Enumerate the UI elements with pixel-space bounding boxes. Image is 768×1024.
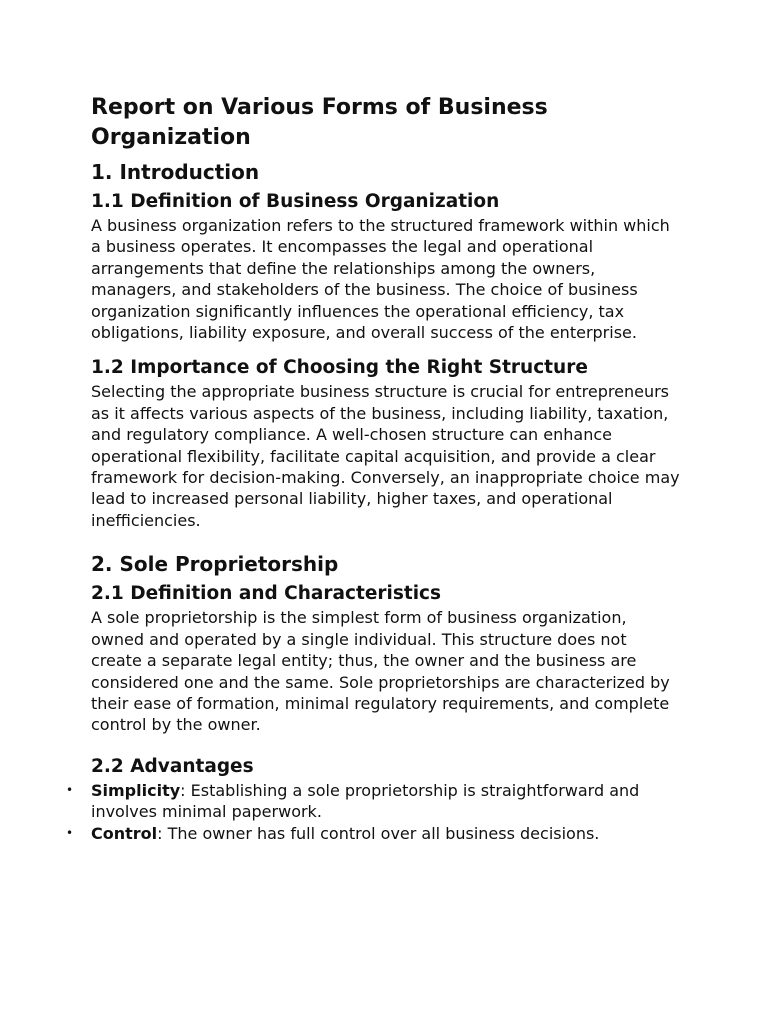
subsection-heading-characteristics: 2.1 Definition and Characteristics (91, 583, 442, 605)
paragraph-definition: A business organization refers to the structured framework within which a business operates. It encompasses the legal and operational arrangements that define the relationships among the owners, managers, and stakeholders of the business. The choice of business organization significantly influences the operational efficiency, tax obligations, liability exposure, and overall success of the enterprise. (91, 216, 670, 343)
bullet-icon: • (66, 825, 74, 840)
advantages-list (66, 780, 682, 844)
subsection-heading-importance: 1.2 Importance of Choosing the Right Structure (91, 357, 588, 379)
list-item (66, 780, 682, 823)
document-title: Report on Various Forms of Business Organization (91, 95, 548, 150)
list-item (66, 823, 682, 844)
bullet-icon: • (66, 782, 74, 797)
paragraph-importance: Selecting the appropriate business structure is crucial for entrepreneurs as it affects various aspects of the business, including liability, taxation, and regulatory compliance. A well-chosen structure can enhance operational flexibility, facilitate capital acquisition, and provide a clear framework for decision-making. Conversely, an inappropriate choice may lead to increased personal liability, higher taxes, and operational inefficiencies. (91, 382, 680, 530)
section-heading-introduction: 1. Introduction (91, 160, 260, 184)
bullet-term: Simplicity (91, 780, 181, 800)
paragraph-characteristics: A sole proprietorship is the simplest form of business organization, owned and operated by a single individual. This structure does not create a separate legal entity; thus, the owner and the business are considered one and the same. Sole proprietorships are characterized by their ease of formation, minimal regulatory requirements, and complete control by the owner. (91, 608, 670, 735)
section-heading-sole-proprietorship: 2. Sole Proprietorship (91, 552, 339, 577)
bullet-term: Control (91, 823, 158, 843)
bullet-text: : The owner has full control over all business decisions. (157, 823, 600, 843)
bullet-text: : Establishing a sole proprietorship is straightforward and involves minimal paperwork. (91, 780, 640, 822)
subsection-heading-definition: 1.1 Definition of Business Organization (91, 191, 500, 212)
subsection-heading-advantages: 2.2 Advantages (91, 755, 254, 777)
